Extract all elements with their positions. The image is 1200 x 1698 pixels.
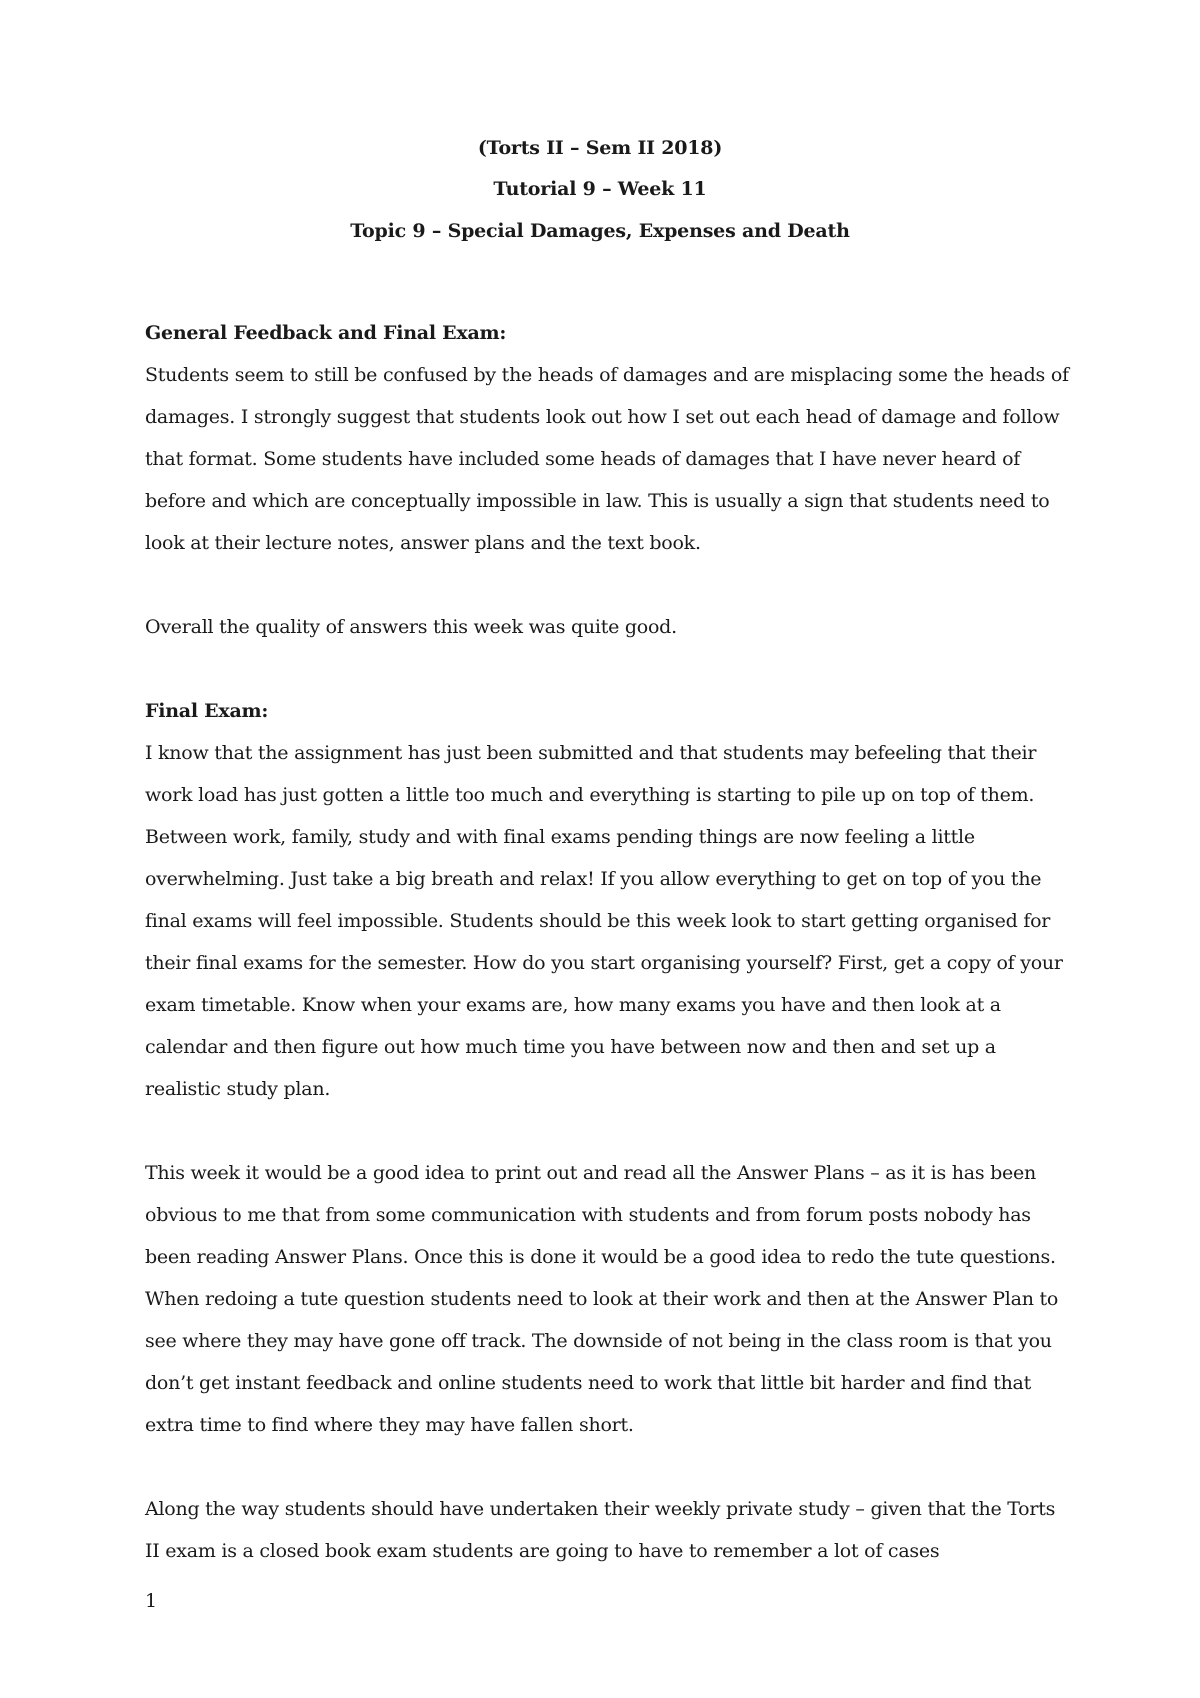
general-feedback-heading: General Feedback and Final Exam: bbox=[145, 322, 507, 344]
document-body bbox=[145, 312, 1070, 1572]
overall-quality-paragraph: Overall the quality of answers this week was quite good. bbox=[145, 616, 677, 638]
topic-title: Topic 9 – Special Damages, Expenses and Death bbox=[350, 220, 850, 242]
course-title: (Torts II – Sem II 2018) bbox=[477, 137, 723, 159]
general-feedback-paragraph: Students seem to still be confused by the heads of damages and are misplacing some the heads of damages. I strongly suggest that students look out how I set out each head of damage and follow that format. Some students have included some heads of damages that I have never heard of before and which are conceptually impossible in law. This is usually a sign that students need to look at their lecture notes, answer plans and the text book. bbox=[145, 364, 1069, 554]
final-exam-paragraph-1: I know that the assignment has just been submitted and that students may befeeling that their work load has just gotten a little too much and everything is starting to pile up on top of them. Between work, family, study and with final exams pending things are now feeling a little overwhelming. Just take a big breath and relax! If you allow everything to get on top of you the final exams will feel impossible. Students should be this week look to start getting organised for their final exams for the semester. How do you start organising yourself? First, get a copy of your exam timetable. Know when your exams are, how many exams you have and then look at a calendar and then figure out how much time you have between now and then and set up a realistic study plan. bbox=[145, 742, 1063, 1100]
final-exam-paragraph-3: Along the way students should have undertaken their weekly private study – given that the Torts II exam is a closed book exam students are going to have to remember a lot of cases bbox=[145, 1498, 1056, 1562]
final-exam-heading: Final Exam: bbox=[145, 700, 269, 722]
tutorial-title: Tutorial 9 – Week 11 bbox=[493, 178, 707, 200]
final-exam-paragraph-2: This week it would be a good idea to print out and read all the Answer Plans – as it is has been obvious to me that from some communication with students and from forum posts nobody has been reading Answer Plans. Once this is done it would be a good idea to redo the tute questions. When redoing a tute question students need to look at their work and then at the Answer Plan to see where they may have gone off track. The downside of not being in the class room is that you don’t get instant feedback and online students need to work that little bit harder and find that extra time to find where they may have fallen short. bbox=[145, 1162, 1059, 1436]
page-number: 1 bbox=[145, 1590, 158, 1612]
